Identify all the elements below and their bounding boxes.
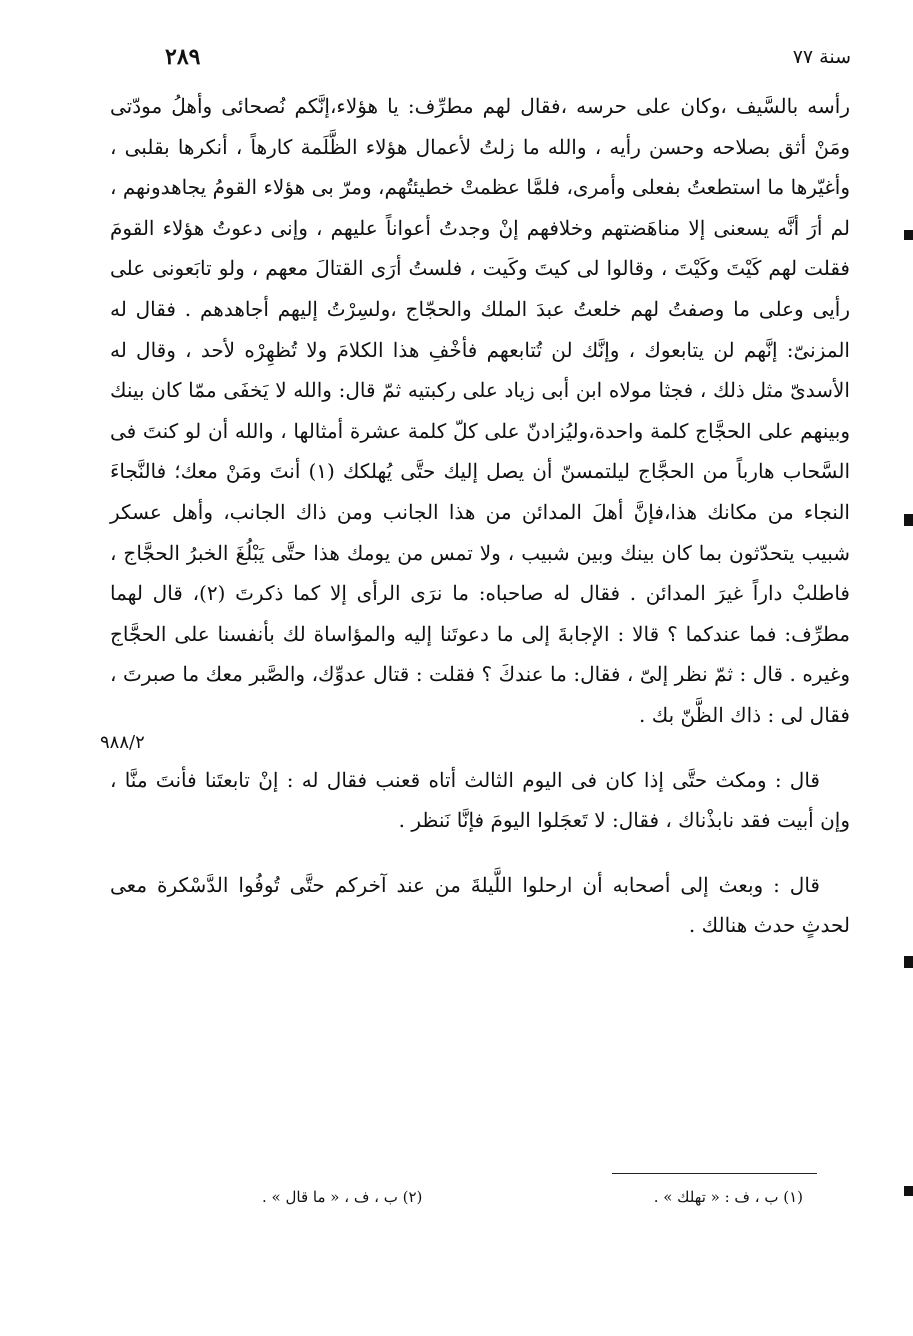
footnote-1: (١) ب ، ف : « تهلك » . xyxy=(653,1188,803,1206)
main-text xyxy=(110,86,850,946)
running-header-year: سنة ٧٧ xyxy=(792,46,851,68)
paragraph-2: قال : ومكث حتَّى إذا كان فى اليوم الثالث أتاه قعنب فقال له : إنْ تابعتَنا فأنتَ منَّا ، وإن أبيت فقد نابذْناك ، فقال: لا تَعجَلوا اليومَ فإنَّا نَنظر . xyxy=(110,767,850,833)
paragraph-1: رأسه بالسَّيف ،وكان على حرسه ،فقال لهم مطرِّف: يا هؤلاء،إنَّكم نُصحائى وأهلُ مودّتى ومَنْ أثق بصلاحه وحسن رأيه ، والله ما زلتُ لأعمال هؤلاء الظَّلَمة كارهاً ، أنكرها بقلبى ، وأغيّرها ما استطعتُ بفعلى وأمرى، فلمَّا عظمتْ خطيئتُهم، ومرّ بى هؤلاء القومُ يجاهدونهم ، لم أرَ أنَّه يسعنى إلا مناهَضتهم وخلافهم إنْ وجدتُ أعواناً عليهم ، وإنى دعوتُ هؤلاء القومَ فقلت لهم كَيْتَ وكَيْتَ ، وقالوا لى كيتَ وكَيت ، فلستُ أرَى القتالَ معهم ، ولو تابَعونى على رأيى وعلى ما وصفتُ لهم خلعتُ عبدَ الملك والحجّاج ،ولسِرْتُ إليهم أجاهدهم . فقال له المزنىّ: إنَّهم لن يتابعوك ، وإنَّك لن تُتابعهم فأخْفِ هذا الكلامَ ولا تُظهِرْه لأحد ، وقال له الأسدىّ مثل ذلك ، فجثا مولاه ابن أبى زياد على ركبتيه ثمّ قال: والله لا يَخفَى ممّا كان بينك وبينهم على الحجَّاج كلمة واحدة،وليُزادنّ على كلّ كلمة عشرة أمثالها ، والله أن لو كنتَ فى السَّحاب هارباً من الحجَّاج ليلتمسنّ أن يصل إليك حتَّى يُهلكك (١) أنتَ ومَنْ معك؛ فالنَّجاءَ النجاء من مكانك هذا،فإنَّ أهلَ المدائن من هذا الجانب ومن ذاك الجانب، وأهل عسكر شبيب يتحدّثون بما كان بينك وبين شبيب ، ولا تمس من يومك هذا حتَّى يَبْلُغَ الخبرُ الحجَّاج ، فاطلبْ داراً غيرَ المدائن . فقال له صاحباه: ما نرَى الرأى إلا كما ذكرتَ (٢)، قال لهما مطرِّف: فما عندكما ؟ قالا : الإجابةَ إلى ما دعوتَنا إليه والمؤاساة لك بأنفسنا على الحجَّاج وغيره . قال : ثمّ نظر إلىّ ، فقال: ما عندكَ ؟ فقلت : قتال عدوِّك، والصَّبر معك ما صبرتَ ، فقال لى : ذاك الظَّنّ بك . xyxy=(110,94,851,727)
footnote-divider xyxy=(612,1173,817,1174)
scan-edge-mark xyxy=(904,514,913,526)
scan-edge-mark xyxy=(904,1186,913,1196)
scan-edge-mark xyxy=(904,956,913,968)
scan-edge-mark xyxy=(904,230,913,240)
paragraph-3: قال : وبعث إلى أصحابه أن ارحلوا اللَّيلةَ من عند آخركم حتَّى تُوفُوا الدَّسْكرة معى لحدثٍ حدث هنالك . xyxy=(110,872,850,938)
page-number: ٢٨٩ xyxy=(165,44,201,70)
footnote-2: (٢) ب ، ف ، « ما قال » . xyxy=(262,1188,423,1206)
margin-reference: ٩٨٨/٢ xyxy=(100,732,145,753)
